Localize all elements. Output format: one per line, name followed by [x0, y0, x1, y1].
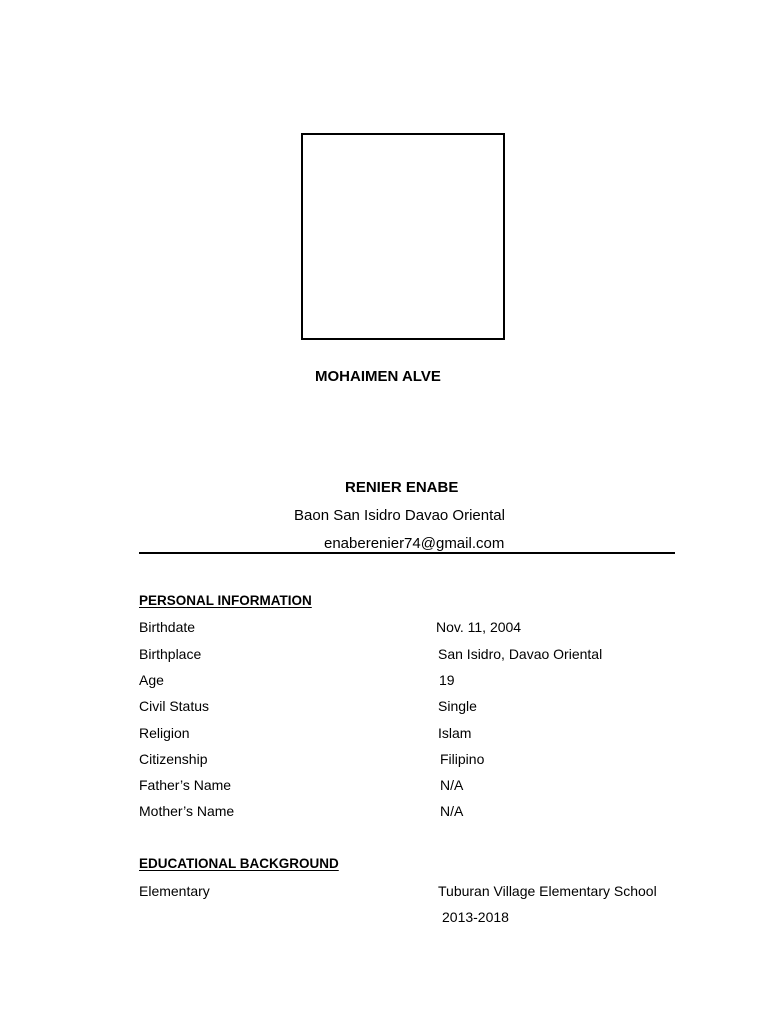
photo-caption: MOHAIMEN ALVE	[315, 368, 441, 385]
resume-name: RENIER ENABE	[345, 479, 459, 496]
value-civil-status: Single	[438, 698, 477, 714]
personal-info-heading: PERSONAL INFORMATION	[139, 593, 312, 608]
resume-email: enaberenier74@gmail.com	[324, 535, 505, 552]
value-birthdate: Nov. 11, 2004	[436, 619, 522, 635]
label-religion: Religion	[139, 725, 190, 741]
education-heading: EDUCATIONAL BACKGROUND	[139, 856, 339, 871]
value-elementary-years: 2013-2018	[442, 909, 509, 925]
value-fathers-name: N/A	[440, 777, 464, 793]
label-birthdate: Birthdate	[139, 619, 196, 635]
label-civil-status: Civil Status	[139, 698, 210, 714]
label-mothers-name: Mother’s Name	[139, 803, 235, 819]
photo-placeholder	[301, 133, 505, 340]
label-birthplace: Birthplace	[139, 646, 202, 662]
label-age: Age	[139, 672, 164, 688]
label-citizenship: Citizenship	[139, 751, 208, 767]
value-citizenship: Filipino	[440, 751, 485, 767]
resume-address: Baon San Isidro Davao Oriental	[294, 507, 505, 524]
value-religion: Islam	[438, 725, 472, 741]
value-elementary-school: Tuburan Village Elementary School	[438, 883, 657, 899]
header-divider	[139, 552, 675, 554]
value-mothers-name: N/A	[440, 803, 464, 819]
value-birthplace: San Isidro, Davao Oriental	[438, 646, 603, 662]
label-fathers-name: Father’s Name	[139, 777, 232, 793]
value-age: 19	[439, 672, 455, 688]
label-elementary: Elementary	[139, 883, 210, 899]
